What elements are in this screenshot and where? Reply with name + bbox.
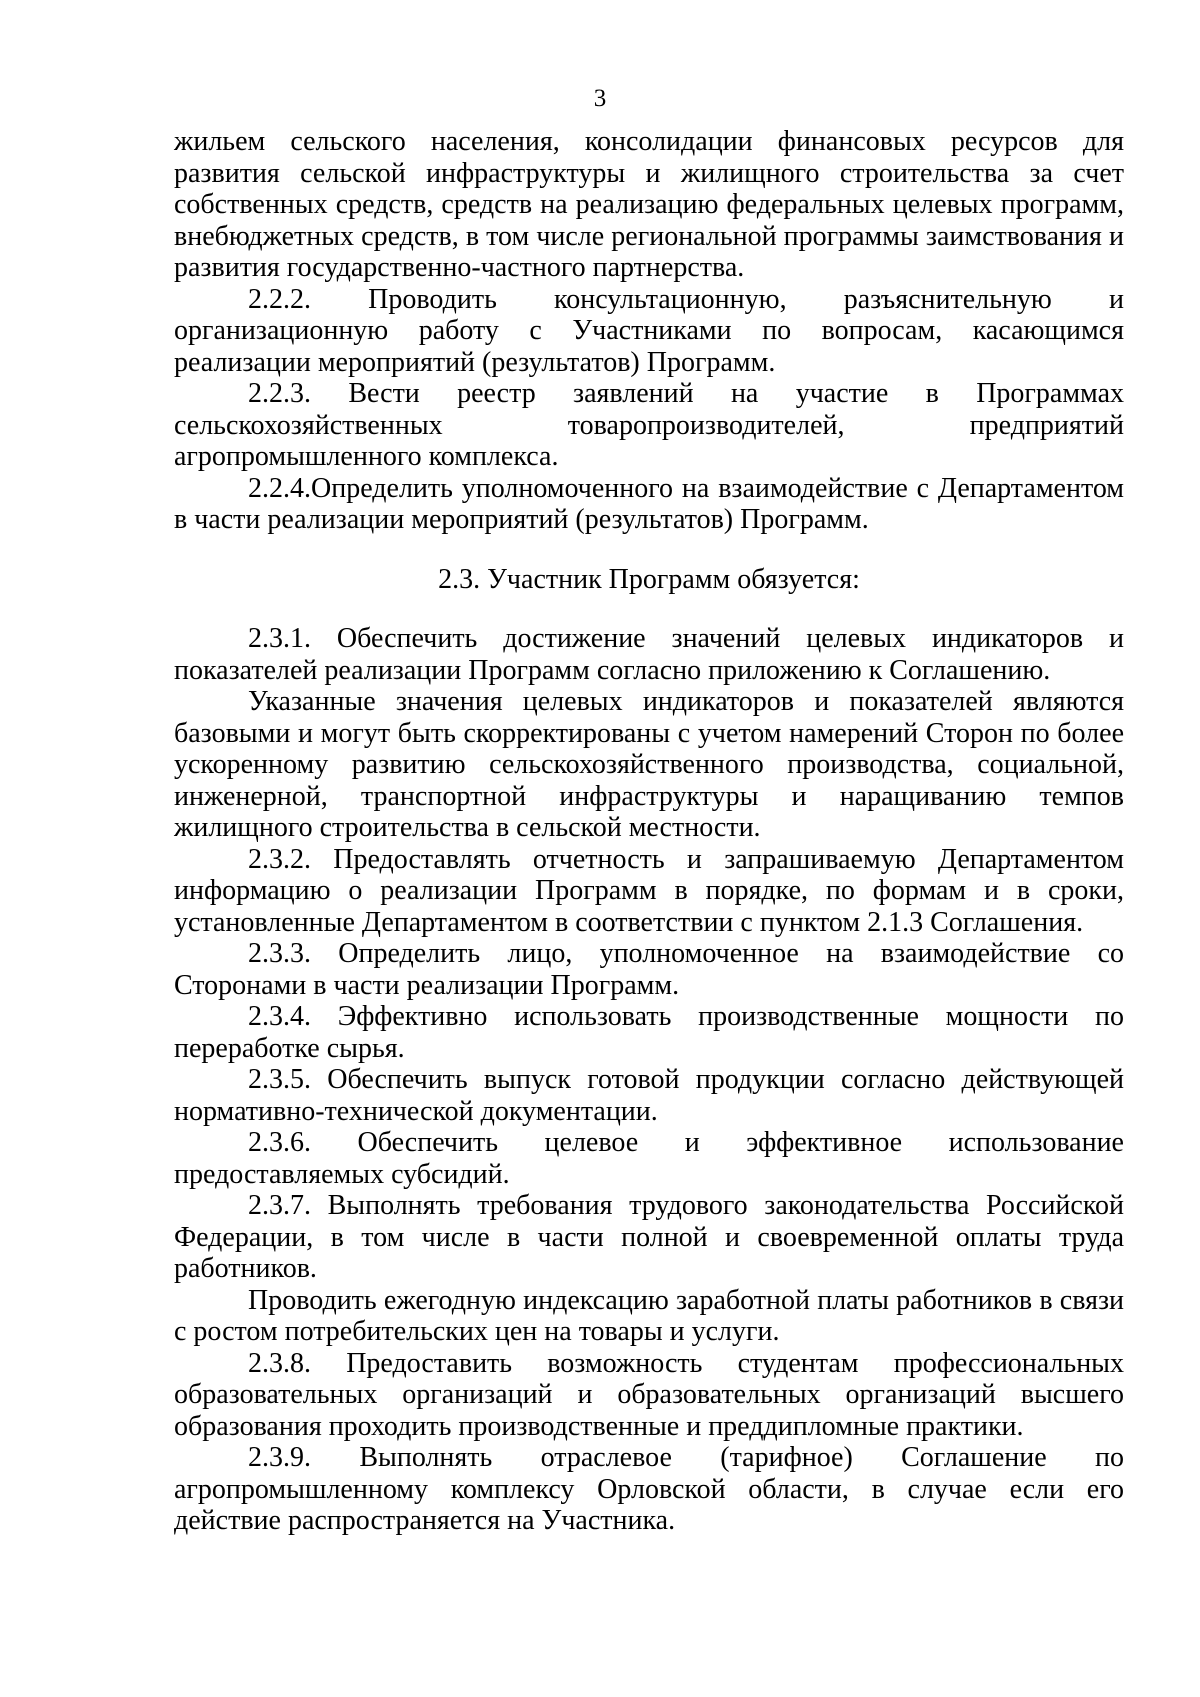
document-body [174, 126, 1124, 1537]
paragraph-2-3-2: 2.3.2. Предоставлять отчетность и запрашиваемую Департаментом информацию о реализации Программ в порядке, по формам и в сроки, установленные Департаментом в соответствии с пунктом 2.1.3 Соглашения. [174, 843, 1124, 938]
page-number: 3 [593, 85, 607, 112]
paragraph-2-3-4: 2.3.4. Эффективно использовать производственные мощности по переработке сырья. [174, 1001, 1124, 1064]
paragraph-wage-indexation: Проводить ежегодную индексацию заработной платы работников в связи с ростом потребительских цен на товары и услуги. [174, 1284, 1124, 1347]
paragraph-2-2-4: 2.2.4.Определить уполномоченного на взаимодействие с Департаментом в части реализации мероприятий (результатов) Программ. [174, 472, 1124, 535]
paragraph-2-2-2: 2.2.2. Проводить консультационную, разъяснительную и организационную работу с Участниками по вопросам, касающимся реализации мероприятий (результатов) Программ. [174, 283, 1124, 378]
paragraph-2-3-6: 2.3.6. Обеспечить целевое и эффективное использование предоставляемых субсидий. [174, 1127, 1124, 1190]
section-heading-2-3: 2.3. Участник Программ обязуется: [438, 563, 860, 595]
paragraph-indicators-note: Указанные значения целевых индикаторов и показателей являются базовыми и могут быть скорректированы с учетом намерений Сторон по более ускоренному развитию сельскохозяйственного производства, социальной, инженерной, транспортной инфраструктуры и наращиванию темпов жилищного строительства в сельской местности. [174, 686, 1124, 843]
paragraph-2-2-3: 2.2.3. Вести реестр заявлений на участие в Программах сельскохозяйственных товаропроизводителей, предприятий агропромышленного комплекса. [174, 378, 1124, 472]
paragraph-2-3-7: 2.3.7. Выполнять требования трудового законодательства Российской Федерации, в том числе в части полной и своевременной оплаты труда работников. [174, 1190, 1124, 1284]
paragraph-2-3-9: 2.3.9. Выполнять отраслевое (тарифное) Соглашение по агропромышленному комплексу Орловской области, в случае если его действие распространяется на Участника. [174, 1442, 1124, 1536]
paragraph-2-3-8: 2.3.8. Предоставить возможность студентам профессиональных образовательных организаций и образовательных организаций высшего образования проходить производственные и преддипломные практики. [174, 1347, 1124, 1442]
paragraph-continuation: жильем сельского населения, консолидации финансовых ресурсов для развития сельской инфраструктуры и жилищного строительства за счет собственных средств, средств на реализацию федеральных целевых программ, внебюджетных средств, в том числе региональной программы заимствования и развития государственно-частного партнерства. [174, 126, 1124, 283]
paragraph-2-3-1: 2.3.1. Обеспечить достижение значений целевых индикаторов и показателей реализации Программ согласно приложению к Соглашению. [174, 623, 1124, 686]
paragraph-2-3-3: 2.3.3. Определить лицо, уполномоченное на взаимодействие со Сторонами в части реализации Программ. [174, 938, 1124, 1001]
paragraph-2-3-5: 2.3.5. Обеспечить выпуск готовой продукции согласно действующей нормативно-технической документации. [174, 1064, 1124, 1127]
